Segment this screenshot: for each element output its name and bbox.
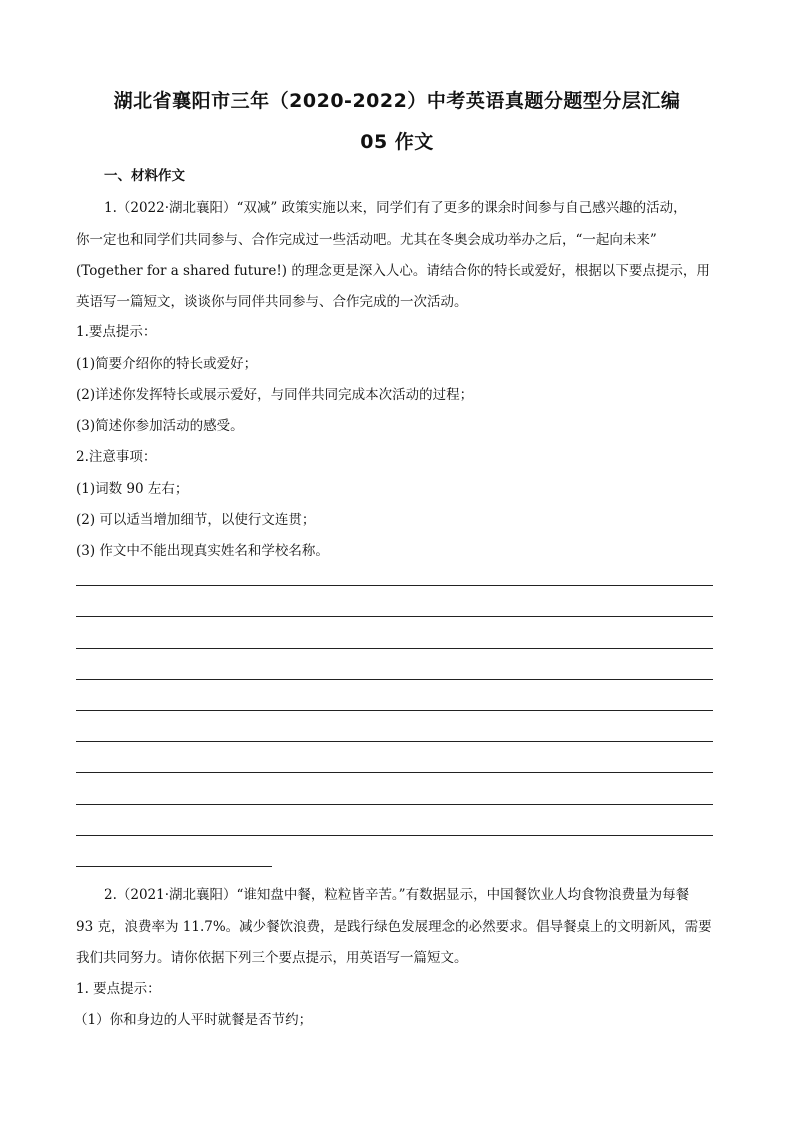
q2-prompt-line-1: 2.（2021·湖北襄阳）“谁知盘中餐，粒粒皆辛苦。”有数据显示，中国餐饮业人均食物浪费量为每餐 [104, 887, 690, 903]
answer-line [76, 710, 713, 711]
q2-points-heading: 1. 要点提示： [76, 981, 161, 997]
answer-line [76, 648, 713, 649]
q2-point-1: （1）你和身边的人平时就餐是否节约； [74, 1012, 313, 1028]
q1-note-3: (3) 作文中不能出现真实姓名和学校名称。 [76, 543, 329, 559]
q1-points-heading: 1.要点提示： [76, 324, 157, 340]
answer-line [76, 679, 713, 680]
document-subtitle: 05 作文 [360, 131, 434, 153]
q2-prompt-line-3: 我们共同努力。请你依据下列三个要点提示，用英语写一篇短文。 [76, 950, 468, 966]
separator-line [76, 866, 272, 867]
q1-point-3: (3)简述你参加活动的感受。 [76, 418, 244, 434]
q1-prompt-line-1: 1.（2022·湖北襄阳）“双减” 政策实施以来，同学们有了更多的课余时间参与自己感兴趣的活动， [104, 200, 687, 216]
answer-line [76, 835, 713, 836]
q1-note-2: (2) 可以适当增加细节，以使行文连贯； [76, 512, 316, 528]
q1-notes-heading: 2.注意事项： [76, 449, 157, 465]
answer-line [76, 741, 713, 742]
q1-prompt-line-2: 你一定也和同学们共同参与、合作完成过一些活动吧。尤其在冬奥会成功举办之后，“一起向未来” [76, 232, 657, 248]
answer-line [76, 772, 713, 773]
answer-line [76, 585, 713, 586]
answer-line [76, 804, 713, 805]
q1-prompt-line-4: 英语写一篇短文，谈谈你与同伴共同参与、合作完成的一次活动。 [76, 294, 468, 310]
q1-note-1: (1)词数 90 左右； [76, 481, 189, 497]
q2-prompt-line-2: 93 克，浪费率为 11.7%。减少餐饮浪费，是践行绿色发展理念的必然要求。倡导餐桌上的文明新风，需要 [76, 919, 712, 935]
q1-point-2: (2)详述你发挥特长或展示爱好，与同伴共同完成本次活动的过程； [76, 387, 474, 403]
q1-prompt-line-3: (Together for a shared future!) 的理念更是深入人心。请结合你的特长或爱好，根据以下要点提示，用 [76, 263, 710, 279]
answer-line [76, 616, 713, 617]
document-title: 湖北省襄阳市三年（2020-2022）中考英语真题分题型分层汇编 [113, 90, 681, 112]
q1-point-1: (1)简要介绍你的特长或爱好； [76, 356, 258, 372]
section-heading: 一、材料作文 [104, 168, 185, 184]
